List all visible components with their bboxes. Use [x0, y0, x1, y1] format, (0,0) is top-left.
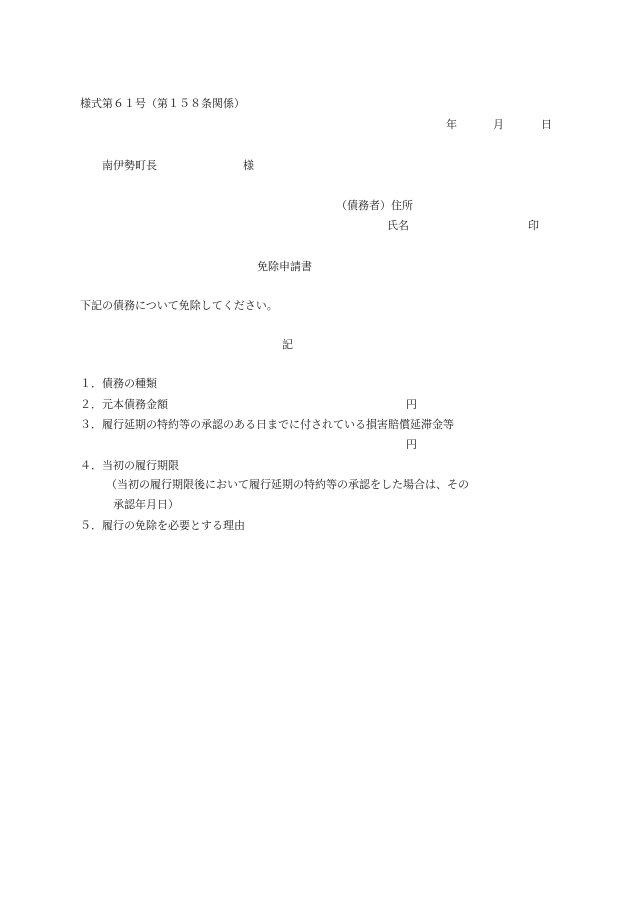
applicant-address-label: （債務者）住所	[336, 199, 413, 212]
item-2-number: ２．	[80, 398, 102, 411]
date-month: 月	[493, 118, 504, 131]
document-title: 免除申請書	[257, 260, 312, 273]
item-4-number: ４．	[80, 459, 102, 472]
item-1-number: １．	[80, 377, 102, 390]
form-number: 様式第６１号（第１５８条関係）	[80, 97, 245, 110]
item-3-text: 履行延期の特約等の承認のある日までに付されている損害賠償延滞金等	[102, 418, 454, 431]
date-year: 年	[446, 118, 457, 131]
applicant-name-label: 氏名	[387, 219, 409, 232]
ki-heading: 記	[282, 338, 293, 351]
intro-text: 下記の債務について免除してください。	[80, 299, 278, 312]
item-2-text: 元本債務金額	[102, 398, 168, 411]
item-1-text: 債務の種類	[102, 377, 157, 390]
item-5-text: 履行の免除を必要とする理由	[102, 519, 245, 532]
item-4-text: 当初の履行期限	[102, 459, 179, 472]
item-4-note-line1: （当初の履行期限後において履行延期の特約等の承認をした場合は、その	[106, 478, 469, 491]
date-day: 日	[541, 118, 552, 131]
addressee-name: 南伊勢町長	[102, 159, 157, 172]
item-4-note-line2: 承認年月日）	[113, 498, 179, 511]
item-3-number: ３．	[80, 418, 102, 431]
item-3-unit: 円	[406, 438, 417, 451]
applicant-seal: 印	[528, 219, 539, 232]
item-2-unit: 円	[406, 398, 417, 411]
addressee-honorific: 様	[243, 159, 254, 172]
item-5-number: ５．	[80, 519, 102, 532]
